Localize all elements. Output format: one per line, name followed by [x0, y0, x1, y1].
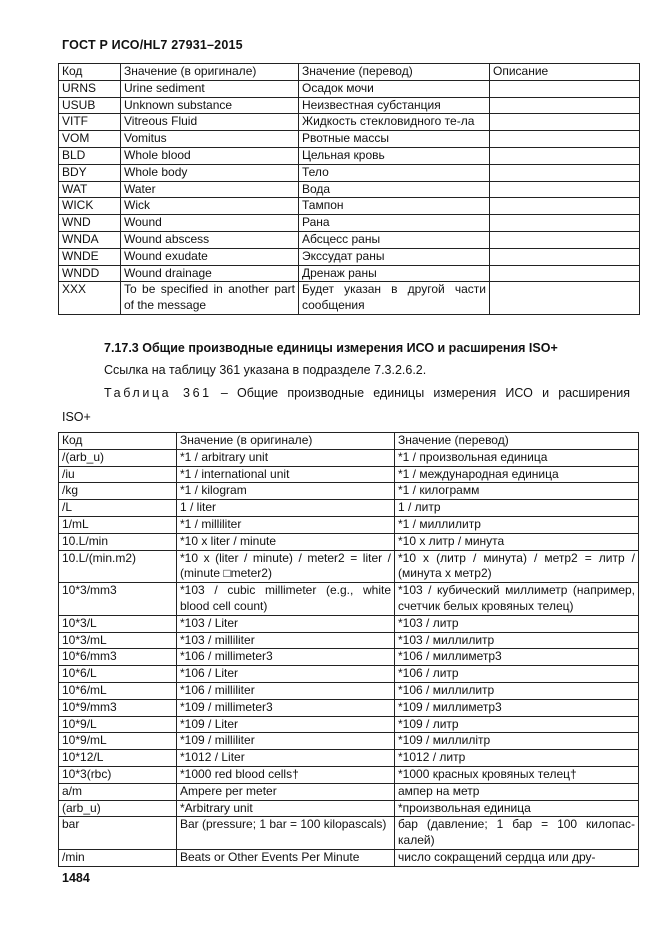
table-row [59, 131, 640, 148]
document-header: ГОСТ Р ИСО/HL7 27931–2015 [62, 38, 243, 52]
table-cell: /(arb_u) [59, 449, 177, 466]
table-cell: *109 / milliliter [177, 733, 395, 750]
table-cell: бар (давление; 1 бар = 100 килопас-калей) [395, 817, 639, 850]
table-cell: ампер на метр [395, 783, 639, 800]
table-cell: *Arbitrary unit [177, 800, 395, 817]
table-cell [490, 215, 640, 232]
table-cell: 10*3(rbc) [59, 766, 177, 783]
table-caption-tail: ISO+ [62, 410, 91, 424]
table-cell: *1 / milliliter [177, 516, 395, 533]
table-row [59, 500, 639, 517]
section-title: 7.17.3 Общие производные единицы измерения ИСО и расширения ISO+ [104, 341, 558, 355]
table-cell: *1 / kilogram [177, 483, 395, 500]
table-cell: *10 x liter / minute [177, 533, 395, 550]
table-row [59, 215, 640, 232]
table-cell: Абсцесс раны [299, 231, 490, 248]
table-cell [490, 97, 640, 114]
table-cell [490, 248, 640, 265]
specimen-code-table [58, 63, 640, 315]
column-header: Значение (перевод) [395, 433, 639, 450]
table-cell: *1 / international unit [177, 466, 395, 483]
table-cell: число сокращений сердца или дру- [395, 849, 639, 866]
table-cell: *1012 / Liter [177, 750, 395, 767]
table-cell: USUB [59, 97, 121, 114]
table-cell: *10 x литр / минута [395, 533, 639, 550]
table-row [59, 164, 640, 181]
table-cell: 10*12/L [59, 750, 177, 767]
column-header: Значение (в оригинале) [177, 433, 395, 450]
table-row [59, 766, 639, 783]
table-cell: *109 / миллиметр3 [395, 699, 639, 716]
table-cell: *1000 красных кровяных телец† [395, 766, 639, 783]
table-cell: 10*3/mm3 [59, 583, 177, 616]
table-row [59, 248, 640, 265]
table-cell [490, 147, 640, 164]
table-cell: 10.L/(min.m2) [59, 550, 177, 583]
table-cell: Wound [121, 215, 299, 232]
table-cell: *106 / Liter [177, 666, 395, 683]
table-cell: Неизвестная субстанция [299, 97, 490, 114]
table-cell: Тело [299, 164, 490, 181]
table-cell: *106 / миллилитр [395, 682, 639, 699]
table-cell: *1 / килограмм [395, 483, 639, 500]
table-cell: *109 / millimeter3 [177, 699, 395, 716]
table-cell: a/m [59, 783, 177, 800]
table-cell: 10*3/L [59, 615, 177, 632]
table-row [59, 615, 639, 632]
table-cell: 10*6/mm3 [59, 649, 177, 666]
table-cell: /L [59, 500, 177, 517]
table-cell: 10*6/L [59, 666, 177, 683]
table-cell: *10 x (литр / минута) / метр2 = литр / (минута x метр2) [395, 550, 639, 583]
table-cell: *1012 / литр [395, 750, 639, 767]
table-row [59, 282, 640, 315]
table-row [59, 449, 639, 466]
table-cell: XXX [59, 282, 121, 315]
table-cell: VOM [59, 131, 121, 148]
table-row [59, 682, 639, 699]
table-cell: *103 / кубический миллиметр (например, счетчик белых кровяных телец) [395, 583, 639, 616]
table-cell: *106 / литр [395, 666, 639, 683]
table-cell [490, 231, 640, 248]
table-cell: Wick [121, 198, 299, 215]
table-header-row [59, 433, 639, 450]
table-cell: 10*6/mL [59, 682, 177, 699]
table-cell: Жидкость стекловидного те-ла [299, 114, 490, 131]
table-cell: *1 / миллилитр [395, 516, 639, 533]
table-cell: *109 / Liter [177, 716, 395, 733]
table-row [59, 632, 639, 649]
table-cell: *103 / миллилитр [395, 632, 639, 649]
table-row [59, 97, 640, 114]
table-row [59, 231, 640, 248]
table-cell: Дренаж раны [299, 265, 490, 282]
table-cell: 10*3/mL [59, 632, 177, 649]
column-header: Код [59, 433, 177, 450]
table-cell: WNDD [59, 265, 121, 282]
table-row [59, 114, 640, 131]
table-cell: *109 / литр [395, 716, 639, 733]
table-cell: (arb_u) [59, 800, 177, 817]
table-row [59, 198, 640, 215]
table-cell: BDY [59, 164, 121, 181]
table-cell: Экссудат раны [299, 248, 490, 265]
table-row [59, 181, 640, 198]
table-caption-text: – Общие производные единицы измерения ИСО и расширения [211, 386, 630, 400]
table-cell: Wound drainage [121, 265, 299, 282]
table-cell: WND [59, 215, 121, 232]
table-caption-label: Таблица 361 [104, 386, 212, 400]
units-table [58, 432, 639, 867]
table-header-row [59, 64, 640, 81]
table-row [59, 550, 639, 583]
table-cell: Whole body [121, 164, 299, 181]
table-caption [104, 386, 630, 400]
table-cell: Осадок мочи [299, 80, 490, 97]
table-cell: *109 / миллилітр [395, 733, 639, 750]
table-row [59, 666, 639, 683]
table-cell: Bar (pressure; 1 bar = 100 kilopascals) [177, 817, 395, 850]
table-cell: WNDA [59, 231, 121, 248]
table-cell: 10*9/mm3 [59, 699, 177, 716]
table-cell: Вода [299, 181, 490, 198]
table-row [59, 533, 639, 550]
table-row [59, 733, 639, 750]
table-cell [490, 114, 640, 131]
column-header: Значение (в оригинале) [121, 64, 299, 81]
table-cell: Тампон [299, 198, 490, 215]
table-cell: Wound abscess [121, 231, 299, 248]
table-cell: Рана [299, 215, 490, 232]
table-cell: *103 / milliliter [177, 632, 395, 649]
table-cell [490, 198, 640, 215]
table-row [59, 716, 639, 733]
table-cell: Whole blood [121, 147, 299, 164]
table-cell: /iu [59, 466, 177, 483]
table-cell: Ampere per meter [177, 783, 395, 800]
table-reference: Ссылка на таблицу 361 указана в подразделе 7.3.2.6.2. [104, 363, 427, 377]
table-cell: 1 / liter [177, 500, 395, 517]
table-row [59, 265, 640, 282]
column-header: Код [59, 64, 121, 81]
table-cell: 1 / литр [395, 500, 639, 517]
table-row [59, 583, 639, 616]
table-cell: /kg [59, 483, 177, 500]
table-cell [490, 131, 640, 148]
table-cell: BLD [59, 147, 121, 164]
table-cell: VITF [59, 114, 121, 131]
table-cell: *103 / cubic millimeter (e.g., white blood cell count) [177, 583, 395, 616]
table-cell: To be specified in another part of the message [121, 282, 299, 315]
table-row [59, 750, 639, 767]
column-header: Описание [490, 64, 640, 81]
page-number: 1484 [62, 871, 90, 885]
table-cell [490, 80, 640, 97]
table-row [59, 699, 639, 716]
table-cell: *106 / millimeter3 [177, 649, 395, 666]
table-cell: Wound exudate [121, 248, 299, 265]
table-cell: 1/mL [59, 516, 177, 533]
table-row [59, 817, 639, 850]
table-cell: Рвотные массы [299, 131, 490, 148]
table-cell: *103 / литр [395, 615, 639, 632]
table-cell: *1 / arbitrary unit [177, 449, 395, 466]
table-cell: 10*9/L [59, 716, 177, 733]
table-row [59, 800, 639, 817]
table-cell: Цельная кровь [299, 147, 490, 164]
table-cell: 10.L/min [59, 533, 177, 550]
table-row [59, 849, 639, 866]
table-cell: /min [59, 849, 177, 866]
table-cell: Будет указан в другой части сообщения [299, 282, 490, 315]
table-cell: *1 / произвольная единица [395, 449, 639, 466]
table-row [59, 649, 639, 666]
table-cell: WAT [59, 181, 121, 198]
table-row [59, 516, 639, 533]
table-cell [490, 181, 640, 198]
table-cell: Water [121, 181, 299, 198]
table-row [59, 147, 640, 164]
table-cell: bar [59, 817, 177, 850]
table-cell: Vitreous Fluid [121, 114, 299, 131]
table-cell [490, 164, 640, 181]
table-cell [490, 282, 640, 315]
table-cell: Vomitus [121, 131, 299, 148]
table-cell: *106 / миллиметр3 [395, 649, 639, 666]
table-row [59, 80, 640, 97]
table-row [59, 466, 639, 483]
table-cell: *1000 red blood cells† [177, 766, 395, 783]
table-cell: *106 / milliliter [177, 682, 395, 699]
table-cell: WNDE [59, 248, 121, 265]
table-row [59, 783, 639, 800]
table-cell: *1 / международная единица [395, 466, 639, 483]
table-cell: 10*9/mL [59, 733, 177, 750]
column-header: Значение (перевод) [299, 64, 490, 81]
table-cell: Beats or Other Events Per Minute [177, 849, 395, 866]
table-cell: *произвольная единица [395, 800, 639, 817]
table-cell: URNS [59, 80, 121, 97]
table-cell: Unknown substance [121, 97, 299, 114]
table-cell: *10 x (liter / minute) / meter2 = liter / (minute □meter2) [177, 550, 395, 583]
table-cell: *103 / Liter [177, 615, 395, 632]
table-cell: Urine sediment [121, 80, 299, 97]
table-cell [490, 265, 640, 282]
table-row [59, 483, 639, 500]
table-cell: WICK [59, 198, 121, 215]
